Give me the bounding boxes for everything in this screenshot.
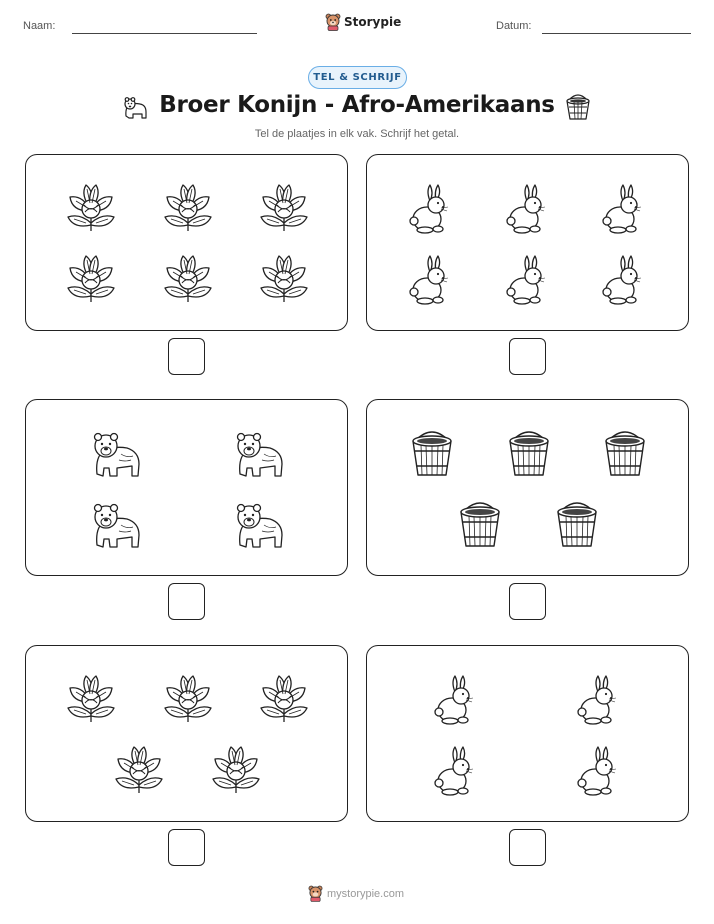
plant-icon — [161, 252, 215, 306]
plant-icon — [64, 181, 118, 235]
answer-box-6[interactable] — [509, 829, 546, 866]
bucket-icon — [502, 426, 556, 480]
bear-icon — [232, 497, 286, 551]
counting-panel-5 — [25, 645, 348, 822]
counting-panel-6 — [366, 645, 689, 822]
rabbit-icon — [598, 181, 652, 235]
plant-icon — [64, 672, 118, 726]
bucket-icon — [405, 426, 459, 480]
rabbit-icon — [430, 672, 484, 726]
rabbit-icon — [430, 743, 484, 797]
plant-icon — [257, 252, 311, 306]
bear-icon — [89, 426, 143, 480]
name-line[interactable] — [72, 33, 257, 34]
brand-name: Storypie — [344, 15, 402, 29]
counting-panel-3 — [25, 399, 348, 576]
name-label: Naam: — [23, 20, 56, 32]
brand-logo — [325, 13, 401, 31]
plant-icon — [257, 672, 311, 726]
rabbit-icon — [405, 252, 459, 306]
counting-panel-2 — [366, 154, 689, 331]
bear-icon — [232, 426, 286, 480]
bucket-icon — [598, 426, 652, 480]
bucket-icon — [550, 497, 604, 551]
plant-icon — [161, 181, 215, 235]
answer-box-3[interactable] — [168, 583, 205, 620]
plant-icon — [161, 672, 215, 726]
bear-icon — [89, 497, 143, 551]
plant-icon — [209, 743, 263, 797]
plant-icon — [257, 181, 311, 235]
answer-box-1[interactable] — [168, 338, 205, 375]
counting-panel-4 — [366, 399, 689, 576]
bear-mascot-icon — [308, 885, 323, 902]
instructions: Tel de plaatjes in elk vak. Schrijf het getal. — [254, 128, 460, 140]
rabbit-icon — [502, 181, 556, 235]
page-title: Broer Konijn - Afro-Amerikaans — [159, 92, 555, 118]
plant-icon — [64, 252, 118, 306]
plant-icon — [112, 743, 166, 797]
activity-badge: TEL & SCHRIJF — [308, 66, 407, 89]
date-line[interactable] — [542, 33, 691, 34]
bear-mascot-icon — [325, 13, 341, 31]
footer — [308, 885, 404, 902]
rabbit-icon — [573, 672, 627, 726]
bucket-icon — [563, 91, 593, 123]
footer-url: mystorypie.com — [327, 887, 405, 900]
answer-box-2[interactable] — [509, 338, 546, 375]
rabbit-icon — [502, 252, 556, 306]
date-label: Datum: — [496, 20, 532, 32]
bucket-icon — [453, 497, 507, 551]
counting-panel-1 — [25, 154, 348, 331]
rabbit-icon — [405, 181, 459, 235]
rabbit-icon — [573, 743, 627, 797]
answer-box-5[interactable] — [168, 829, 205, 866]
answer-box-4[interactable] — [509, 583, 546, 620]
rabbit-icon — [598, 252, 652, 306]
title-row — [0, 92, 714, 124]
